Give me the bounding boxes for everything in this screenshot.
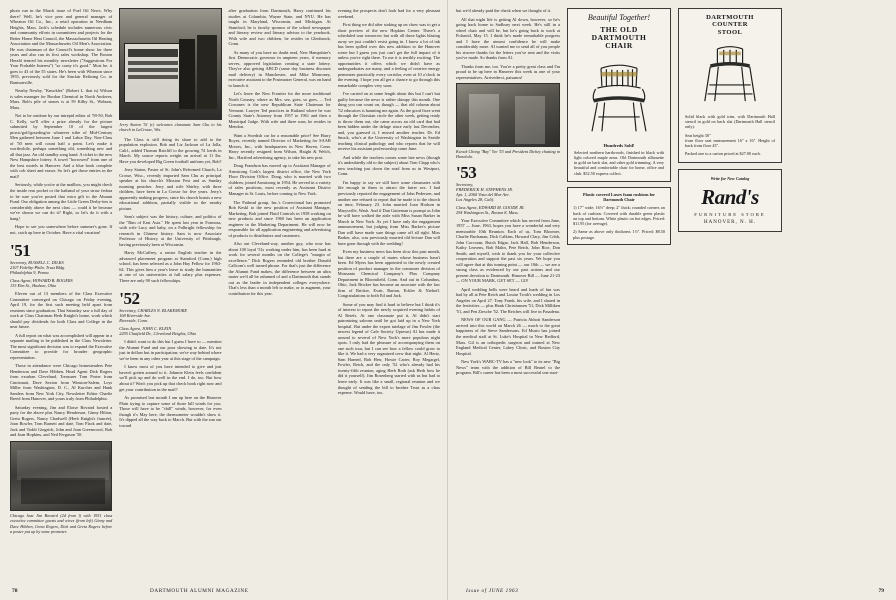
ad-catalog-link[interactable]: Write for New Catalog xyxy=(710,175,750,181)
ad-old-dartmouth-chair[interactable] xyxy=(567,8,671,182)
class-year-heading: '53 xyxy=(456,162,477,182)
photo-caption: Kwock Chong "Bay" Yee '53 and President Dickey chatting in Honolulu. xyxy=(456,149,560,160)
ad-dimensions: Seat height 30" from floor seat measurement 16" x 16". Height of back from floor 43". xyxy=(685,132,775,148)
paragraph: Seriously, while you're at the mailbox, you might check the inside rear pocket or the hatband of your straw fedora to be sure you've posted that extra gift to the Alumni Fund. Our obligation among the Little Green Derby-ites is considerably above the next class — could it be because we've shown we can do it? Right, so let's do it with a bang! xyxy=(10,182,113,221)
paragraph: Thanks from me, too. You're a pretty great class and I'm proud to be up here in Hanover this week as one of your representatives. Arrivederci, paisanos! xyxy=(456,63,560,80)
left-column-1 xyxy=(10,8,112,538)
paragraph: Also out Cleveland-way, another guy, who now has about 100 loyal '51s working under him, has been hard at work for several months on the College's "margin of excellence." Dick Rogers reminded old brother Donald Callcom's well turned phrase. For that's just the difference the Alumni Fund makes, the difference between an ultra mater we'd all be ashamed of and a Dartmouth that stands out as the leader in independent colleges everywhere. That's less than a month left to make, or to augment, your contribution for this year. xyxy=(228,241,331,296)
paragraph: Your Executive Committee which has served from June, 1957 — June, 1963, hopes you have a wonderful and very memorable 10th Reunion. Each of us, Tom Bloomer, Charlie Buchanan, Dick Calkins, Howard Clary, Jim Cobb, John Corcoran, Butch Edgar, Jack Hall, Bob Henderson, Kathy Leavens, Bob Malin, Pete Reich, John Rice, Don Smith, and myself, wish to thank you for your collective cooperation and support the past six years. We hope you will agree that at this turning point — our 10th — we are a strong class as evidenced by our past actions and our present devotion to Dartmouth. Hanover Bill — June 21-23 — ON YOUR MARK, GET SET — GO! xyxy=(456,217,560,284)
ad-subtitle: FURNITURE STORE xyxy=(694,211,766,217)
paragraph: First thing we did after stoking up on chow was to get a short preview of the new Hopkins Center. There's a scheduled tour tomorrow but with all those lights blazing away we just couldn't resist going in. I know a lot of ink has been spilled over this new addition to the Hanover scene but I guess you just can't get the full impact of it unless you're right there. To me it is terribly exciting. The opportunities it offers which we didn't have as undergraduates are many, and a feeling of creative energy permeates practically every corridor, even at 10 o'clock in the evening. I hope you all get a chance to go through this remarkable complex very soon. xyxy=(337,22,440,88)
class-secretary: Secretary, RUSSELL C. DILKS xyxy=(10,260,64,266)
ad-body: Solid black with gold trim, with Dartmouth Hall stencil in gold on back slat (Dartmouth Hall stencil only). xyxy=(685,113,775,130)
ad-price: Packed one to a carton priced at $27.00 each. xyxy=(685,151,761,157)
counter-stool-illustration xyxy=(685,40,775,110)
paragraph: after graduation from Dartmouth, Harry continued his studies at Columbia, Wayne State, and NYU. He has taught in Maryland, Wisconsin, and Michigan. At Stamford, he is faculty sponsor of the school newspaper and literary review and literary advisor to the yearbook. With wife and two children, he resides in Glenbrook, Conn. xyxy=(228,8,331,47)
paragraph: And while the teachers comes some late news (though it's undoubtedly old to the subject) about Tom Clapp who's now teaching just down the road from us in Westport, Conn. xyxy=(337,154,440,177)
photo-caption: Chicago host Jim Bovaird (2d from l) with 1951 class executive committee guests and wives (from left) Ginny and Dave Hibben, Greta Rogers, Dick and Greta Rogers before a poster put up by some promoter. xyxy=(10,513,113,534)
ad-column-dartmouth-chair xyxy=(567,8,671,379)
ad-title: DARTMOUTH COUNTER STOOL xyxy=(706,14,754,36)
dartmouth-chair-illustration xyxy=(574,55,664,141)
class-secretary-address: Apt. 1, 2060 Vista del Mar Ave. Los Angeles 28, Calif. xyxy=(456,191,510,202)
paragraph: As many of you have no doubt read, New Hampshire's first Democratic governor in umpteen years, if memory serves, approved legislation creating a state lottery. They're also getting ABCD (same day business discount mail delivery) in Manchester, and Mike Monroney, executive assistant to the Postmaster General, was on hand to launch it. xyxy=(228,49,331,88)
ad-chair-cushions[interactable] xyxy=(567,187,671,245)
paragraph: Jerry Staton, Pastor of St. John's Reformed Church, La Crosse, Wisc., recently imported Sam Chu as principal speaker at his church's Mission Fest and as Sunday morning preacher. Jerry and wife Shirley, with three children, have been in La Crosse for five years. Jerry's apparently making progress, since his church boasts a new educational addition, partially visible in the nearby picture. xyxy=(119,167,222,211)
left-column-4 xyxy=(338,8,440,538)
paragraph: Let's leave the New Frontier for the more traditional North Country, where as Mrs. sez, goes, so goes, ... Ted Corsones is the new Republican State Chairman for Vermont. Lawyer Ted practices in Rutland where he was County State's Attorney from 1957 to 1961 and then a Municipal Judge. With wife and three sons, he resides in Mendon. xyxy=(228,91,331,130)
paragraph: Some of you may find it hard to believe but I think it's of interest to report the newly acquired evening habits of Al Reiefs. At one classmate put it, Al didn't start patronizing saloons until he got laid up in a New York hospital. But under the expert tutelage of Jim Fowler (the newest legend of Cafe Society Uptown) Al has made it around to several of New York's more populous night spots. I only had the pleasure of accompanying them on one such tour, but I can see how a fellow could grow to like it. We had a very organized crew that night. Al Hertz, Sam Harned, Bob Herr, Howie Carter, Roy Megargel, Fowler, Reich, and the only '52 who's already had his twenty-fifth reunion, aging Herb Roth (ask Herb how he did it yourself). Jim Rosenberg started with us but had to leave early. It was like a small, regional reunion and we thought of sending the bill to brother Trust as a class expense. Would have, too, xyxy=(337,301,440,396)
ad-title: THE OLD DARTMOUTH CHAIR xyxy=(591,24,647,51)
class-agent: Class Agent, HOWARD B. ROGERS 133 Elm St., Hudson, Ohio xyxy=(10,278,73,289)
right-page xyxy=(448,0,896,600)
paragraph: The Class is still doing its share to add to the population explosion. Bob and Liz Jackson of La Jolla, Calif., added Thomas Ratcliff to the growing '51 herds in March. My source reports weight on arrival at 11 lbs. Have you developed Big Green football uniform yet, Bob? xyxy=(119,136,222,164)
page-number-left: 78 xyxy=(12,588,18,594)
class-agent: Class Agent, EDWARD M. GOODE JR. 294 Washington St., Boston 8, Mass. xyxy=(456,204,525,215)
ad-body-2: 2) Same as above only thickness 1½". Priced: $8.50 plus postage. xyxy=(573,229,665,240)
photo-chicago-committee xyxy=(10,441,112,511)
class-year-heading: '51 xyxy=(10,241,31,261)
paragraph: Want a Swedish car for a reasonable price? See Harry Boyes, recently named Director of Marketing for SAAB Motors, Inc., with headquarters in New Haven, Conn. Harry recently resigned from Wilson, Haight & Welch, Inc., Hartford advertising agency, to take his new post. xyxy=(228,132,331,160)
ad-body: Selected northern hardwoods, finished in black with light colored maple arms. Old Dartmouth silhouette in gold on back slat, and other gold trimming. A very beautiful and comfortable chair for home, office and club. $52.50 express collect. xyxy=(574,149,664,176)
paragraph: photo run in the March issue of Fuel Oil News. Why there? Well, he's vice prez and general manager of Wheaton Oil Co., Inc., a retail operation in Needham Heights, Mass. Jack's schedule includes numerous civic and community efforts in committees and projects for the Better Home Heat Council, the Massachusetts Oil Heating Association and the Massachusetts Oil Men's Association. He was chairman of the Council's home show for three years and also ran its first sales workshop. The Boston Herald termed his monthly newsletter ("Suggestions For Your Probable Interest") "so corny it's good." Most be, it goes to 43 of the 55 states. He's been with Wheaton since 1955, previously sold for the Sinclair Refining Co. in Bantsonville. xyxy=(10,8,113,85)
paragraph: Harry McCaffrey, a senior English teacher in the advanced placement program at Stamford (Conn.) high school, has been selected as a John Hay Fellow for 1963-64. This gives him a year's leave to study the humanities at one of six universities at full salary plus expenses. There are only 90 such fellowships. xyxy=(119,250,222,283)
paragraph: A full report on what was accomplished will appear in a separate mailing to be published in the Class Newsletter. The most significant decision was to expand the Executive Committee to provide for broader geographic representation. xyxy=(10,332,113,360)
class-secretary-address: 2107 Fidelity-Phila. Trust Bldg. Philadelphia 9, Penna. xyxy=(10,265,66,276)
photo-staton-welcome xyxy=(119,8,221,120)
ad-column-stool-rands xyxy=(678,8,782,379)
class-secretary: Secretary, CHARLES N. BLAKEMORE xyxy=(119,308,187,314)
paragraph: Eleven out of 13 members of the Class Executive Committee converged on Chicago on Friday evening, April 19, for the first such meeting held apart from reunions since graduation. That Saturday saw a full day of work at Class Chairman Herb Knight's home, work which should pay dividends for both Class and College in the near future. xyxy=(10,291,113,330)
ad-headline: Beautiful Together! xyxy=(587,13,651,22)
ad-body: 1) 17" wide; 16½" deep; 2" thick; rounded corners on back of cushion. Covered with durable green plastic on top and bottom. White plastic on bot edges. Priced: $11.95 (for average). xyxy=(573,205,665,227)
paragraph: Saturday evening, Jim and Eloise Bovaird hosted a party for the above plus Nancy Henderson, Ginny Hilton, Greta Rogers, Nancy Chadwell (Herb Knight's fiancée), Joan Bowler, Tom Barnett and date, Tom Flack and date, Jack and Toddi Gingrich, John and Joan Greenwood, Bob and Joan Hopkins, and Ned Ferguson '50. xyxy=(10,404,113,438)
class-secretary-address: 168 Riverside Ave. Riverside, Conn. xyxy=(119,313,152,324)
left-column-2 xyxy=(119,8,221,538)
paragraph: New York's WABC-TV has a "new look" to its new "Big News" team with the addition of Bill Beutel to the program. Bill's career has been a most successful one start- xyxy=(456,359,560,376)
paragraph: evening the prospects don't look bad for a very pleasant weekend. xyxy=(337,8,440,19)
left-column-3 xyxy=(229,8,331,538)
page-number-right: 79 xyxy=(878,588,884,594)
class-secretary: Secretary, FREDERICK H. STEPHENS JR. xyxy=(456,181,513,192)
paragraph: The Pathead group, Inc.'s Correctional has promoted Bob Keskl to the new position of Assistant Manager, Marketing. Bob joined Fluid Controls in 1958 working on new products and since 1960 has been an application engineer in the Marketing Department. He will now be responsible for all application engineering and advertising of products to distributors and customers. xyxy=(228,199,331,238)
paragraph: As promised last month I am up here on the Hanover Plain trying to capture some of those hill winds for you. Those will have to be "chill" winds, however, for even though it's May here, the thermometer wouldn't show it. It's dipped all the way back to March. But with the sun out toward xyxy=(119,395,222,428)
paragraph: April wedding bells were heard and loads of fun was had by all at Pete Reich and Louise Troth's wedding in Los Angeles on April 27. Tony Frank, his wife, and I shared in the festivities — plus Hank Christiansen '51, Dick Milliken '51, and Pen Ziesche '52. The Reiches will live in Pasadena. xyxy=(456,286,560,314)
paragraph: I know most of you have intended to give and just haven't gotten around to it. Johnnie Klein feels confident we'll pick up and do well in the end. I do, too. But how about it? Won't you pick up that check book right now and get your contribution in the mail? xyxy=(119,364,222,392)
photo-caption: Jerry Staton '51 (r) welcomes classmate Sam Chu to his church in LaCrosse, Wis. xyxy=(119,122,222,133)
class-agent: Class Agent, JOHN C. KLEIN 2295 Chatfield Dr., Cleveland Heights, Ohio xyxy=(119,326,197,337)
paragraph: Nearby Newby, "Knuckles" (Robert L. that is) Wilson is sales manager for Bordon Chemical in North Andover, Mass. Bob's pile of stones is at 59 Kilby St., Woburn, Mass. xyxy=(10,88,113,110)
paragraph: Hope to see you somewhere before summer's gone. If not, catch up here in October. Have a vital vacation! xyxy=(10,224,113,235)
paragraph: I've carried on at some length about this but I can't but guilty because the news is rather skimpy this month. One thing you can count on, though — that old column about '52 educators is haunting me again. As the good fixes went through the Christian circle the other week, getting ready to throw them out, she came across an old card that had been hidden under the deluge since early last December, and, you guessed it, I missed another teacher. Dr. Ed Snuck, who's at the University of Washington in Seattle teaching clinical pathology and who reports that he will receive his assistant professorship come June. xyxy=(337,91,440,152)
paragraph: Doug Frandson has moved up to Assistant Manager of Armstrong Cork's largest district office, the New York Floor Division Office. Doug, who is married with two children, joined Armstrong in 1954. He served in a variety of sales positions, most recently as Assistant District Manager in St. Louis, before coming to New York. xyxy=(228,163,331,196)
footer-issue-date: Issue of JUNE 1963 xyxy=(466,588,519,594)
paragraph: but we'd already paid the check when we thought of it. xyxy=(456,8,551,13)
ad-dartmouth-counter-stool[interactable] xyxy=(678,8,782,163)
ad-badge: Hundreds Sold! xyxy=(603,142,635,148)
ad-rands-furniture[interactable] xyxy=(678,169,782,232)
paragraph: Even my business news has been slow this past month, but there are a couple of mates whose business hasn't been. Ed Myers has been appointed to the newly created position of product manager in the consumer division of Monsanto Chemical Company's Plax Company Department in Bloomfield, Conn. And out in Columbus, Ohio, Jack Bricker has become an associate with the law firm of Bricker, Evatt, Barton, Eckler & Niehoff. Congratulations to both Ed and Jack. xyxy=(337,249,440,299)
paragraph: All that night life is getting Al down, however, so he's going back home to Sudbury next week. He's still in a wheel chair and will be, but he's going back to work at Polaroid, May 15. I think he's made remarkable progress and I have the utmost confidence he will make considerably more. Al wanted me to send all of you people his sincere thanks for the letters you've sent and the visits you've made. So thanks from Al. xyxy=(456,16,560,61)
paragraph: I didn't want to do this but I guess I have to — mention the Alumni Fund and our poor showing to date. It's not just in dollars but in participation; we're way behind where we've been in any other year at this stage of the campaign. xyxy=(119,339,222,361)
right-column-1 xyxy=(456,8,560,379)
footer-magazine-name: DARTMOUTH ALUMNI MAGAZINE xyxy=(150,588,249,594)
rands-logo: Rand's xyxy=(701,184,759,209)
photo-kwock-chong-yee xyxy=(456,83,560,147)
paragraph: Those in attendance were Chicago homesteaders Pete Henderson and Dave Hibben, Head Agent Dick Rogers from exurban Cleveland, Treasurer Tom Porter from Cincinnati, Dave Sexton from Winston-Salem, Loys Miller from Washington, D. C., Al Kurcher and Hank Sanders from New York City, Newsletter Editor Charlie Breed from Hanover, and yours truly from Philadelphia. xyxy=(10,363,113,402)
paragraph: NEWS OF OUR GANG — Patricia Abbott Sanderson arrived into this world on March 26 — much to the great happiness of the Steve Sandersons. Ed Musto has joined the medical staff at St. Luke's Hospital in New Bedford, Mass. Gil is an orthopedic surgeon and trained at New England Medical Center, Lahey Clinic, and Boston City Hospital. xyxy=(456,317,560,356)
paragraph: Not to be outdone by our intrepid editor of '59-50, Bob C. Kelly, we'll offer a prize already for the picture submitted by September 10 of the largest picnic/golf/gourding/or whatever tribe of Mid-Century Men gathered between June 1 and Labor Day. Non-Class of '50 men will count half a point. Let's make it worthwhile, perhaps something old, something new and all that jazz. An old standby song hand. A ticket to the new New Hampshire lottery. A towel "borrowed" from one of the best motels in Hanover. And a blue book complete with cob sheet and eraser. So let's get those entries in the mail! xyxy=(10,113,113,179)
paragraph: Sam's subject was the history, culture, and politics of the "Rim of East Asia." He spent last year in Formosa, with wife Lucy and baby, on a Fulbright fellowship for research in Chinese history. Sam is now Associate Professor of History at the University of Pittsburgh, having previously been at Wisconsin. xyxy=(119,214,222,247)
ad-location: HANOVER, N. H. xyxy=(704,219,756,225)
class-year-heading: '52 xyxy=(119,289,140,309)
ad-title: Plastic covered Luxex foam cushions for Dartmouth Chair xyxy=(583,191,655,203)
paragraph: I'm happy to say we still have some classmates with life enough in them to attract the fairer sex. I had previously reported the engagement of John Pedersen, and another one refused to report that he made it to the church on time, February 23. John married Joan Hodson in Marysville, Wash. And if Dan Gutteman is prompt as John he will have walked the aisle with Miss Susan Barker in March in New York. As yet I have only the engagement announcement, but judging from Miss Barker's picture Dan will have made sure things came off all right. Miss Barker, also, was previously married old lecture Dan will have gone through with the wedding! xyxy=(337,179,440,246)
